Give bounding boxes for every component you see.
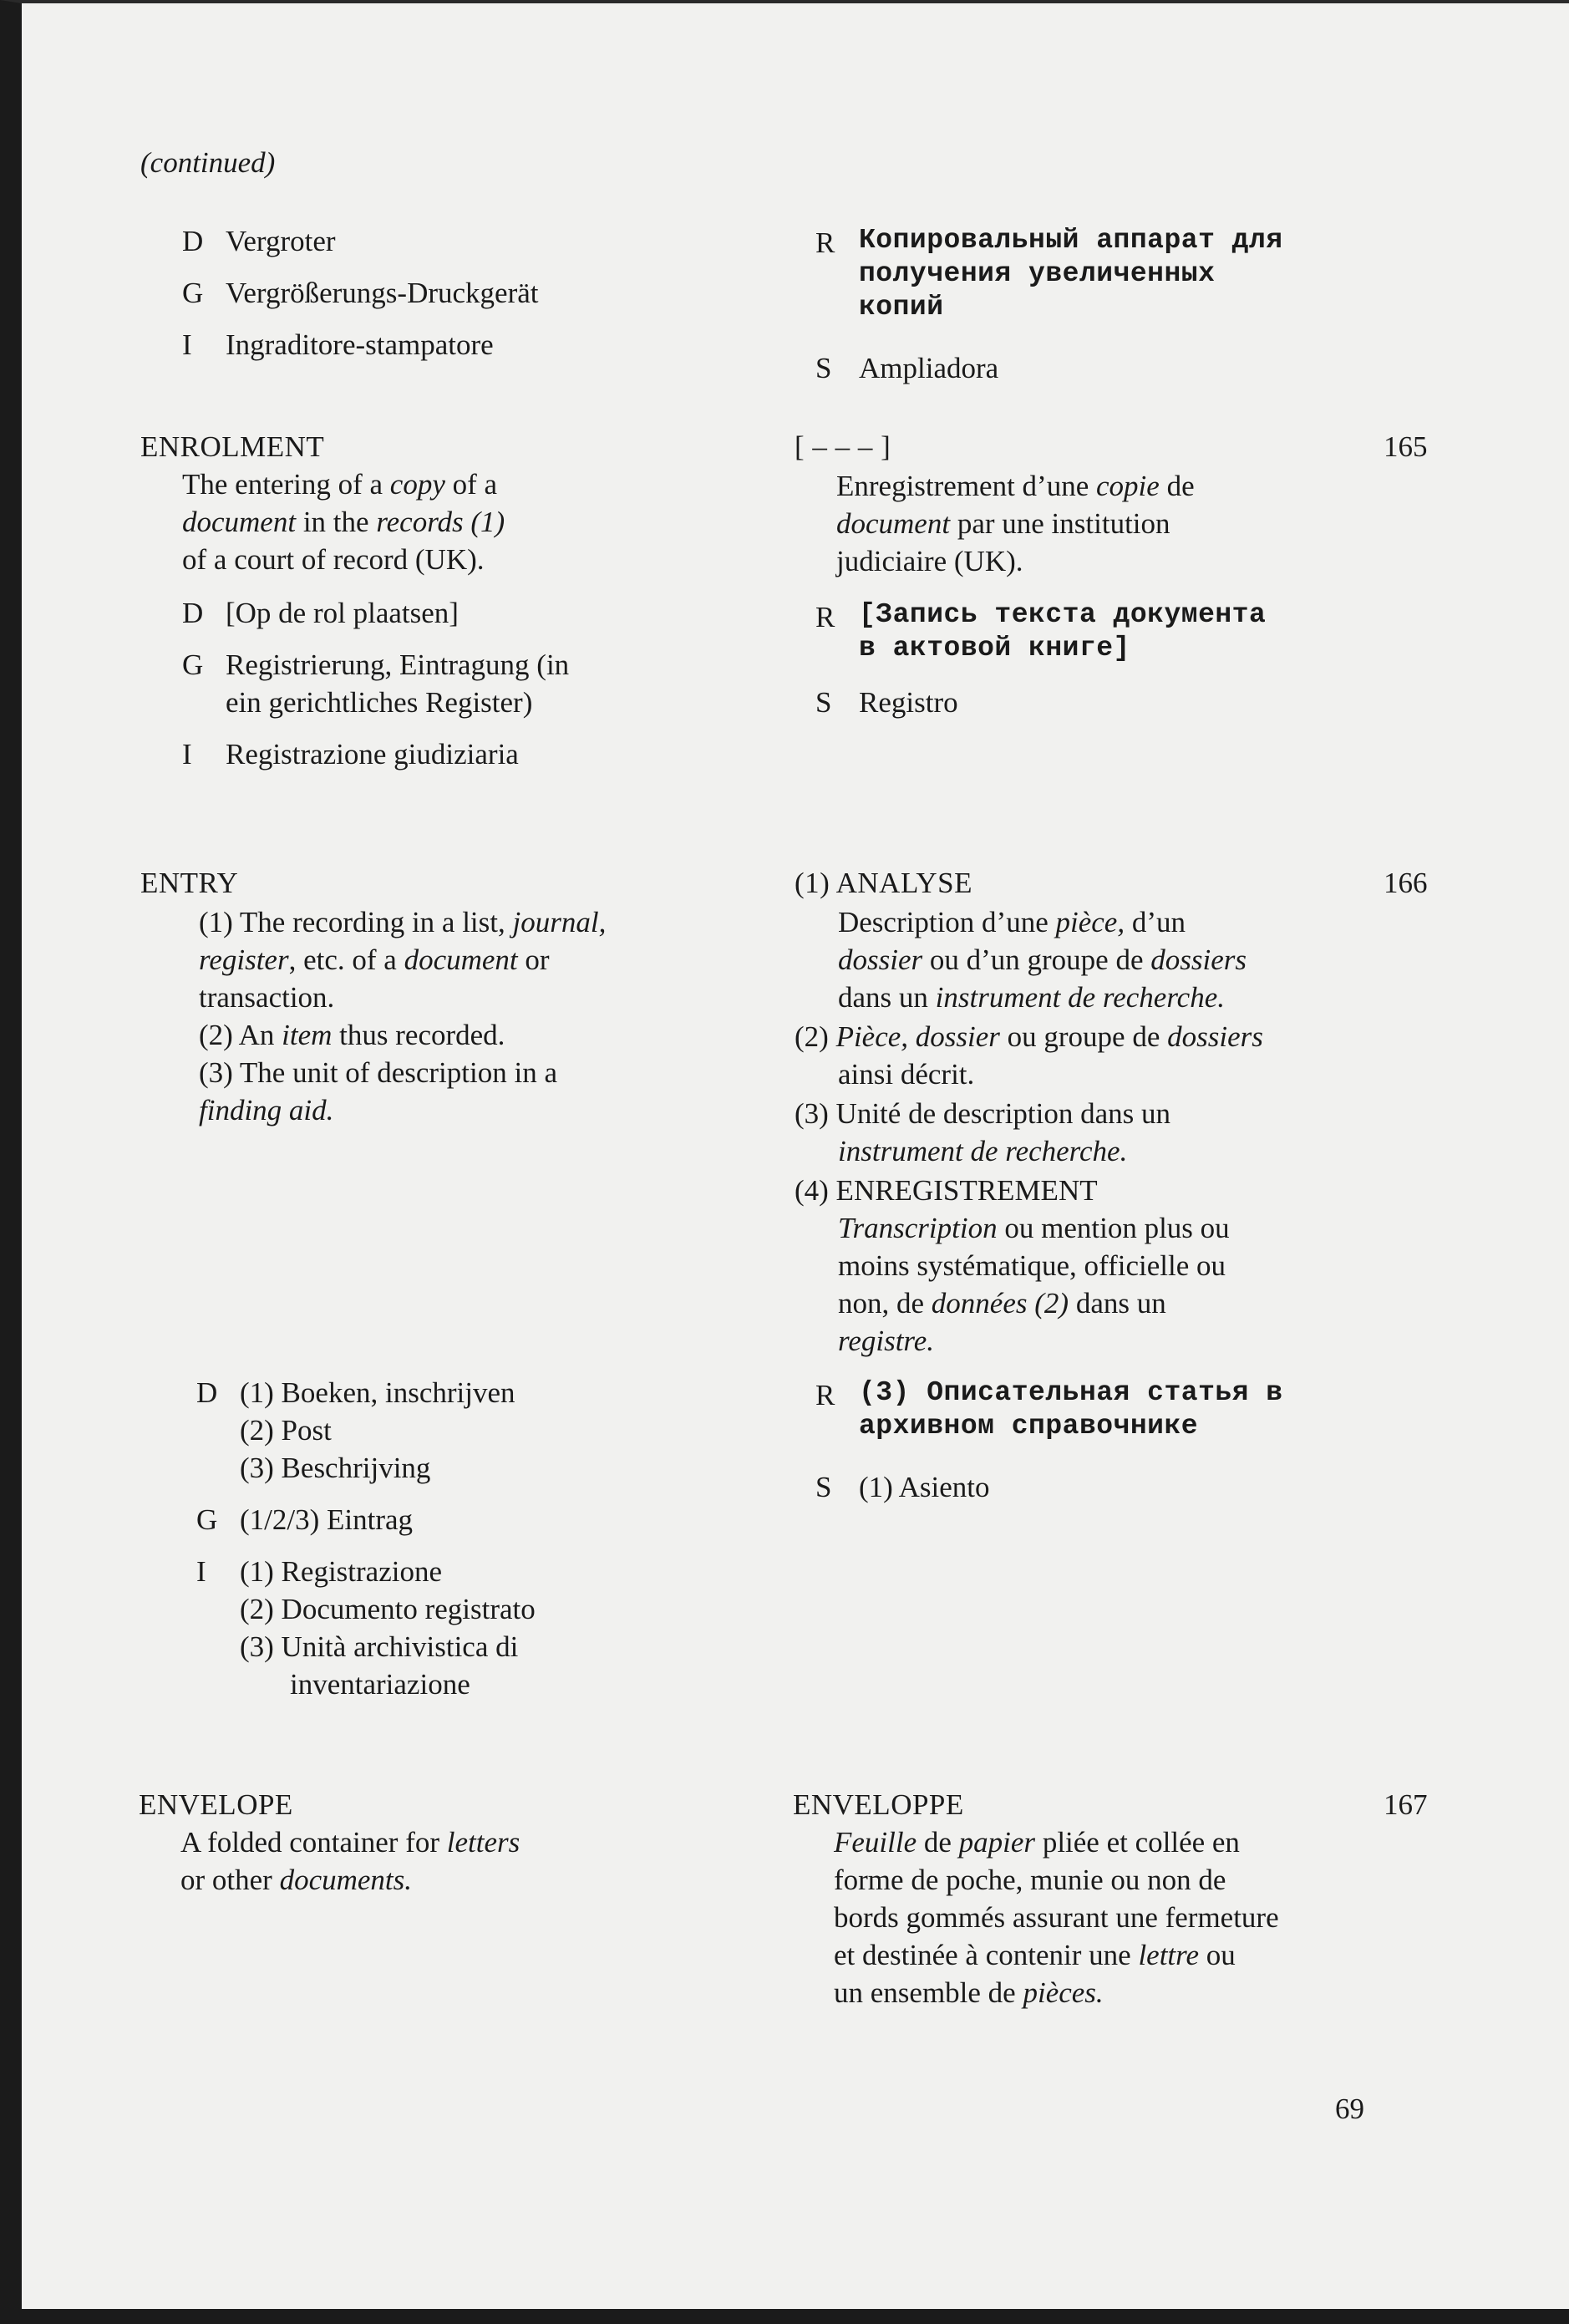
e167-term-en: ENVELOPE — [139, 1788, 293, 1821]
e167-number: 167 — [1384, 1788, 1428, 1821]
e167-definition-en: A folded container for letters or other documents. — [180, 1826, 520, 1896]
e166-translations-left: D (1) Boeken, inschrijven (2) Post (3) Beschrijving G (1/2/3) Eintrag I (1) Registrazione (2) Documento registrato (3) Unità archivistica di inventariazione — [196, 1376, 536, 1701]
e166-term-fr: (1) ANALYSE — [795, 867, 972, 899]
e165-translations-right: R [Запись текста документа в актовой книге] S Registro — [815, 599, 1267, 719]
e167-term-fr: ENVELOPPE — [793, 1788, 964, 1821]
e166-translations-right: R (3) Описательная статья в архивном справочнике S (1) Asiento — [815, 1377, 1283, 1503]
e165-translations-left: D [Op de rol plaatsen] G Registrierung, Eintragung (in ein gerichtliches Register) I Registrazione giudiziaria — [182, 597, 570, 770]
e164-translations-right: R Копировальный аппарат для получения увеличенных копий S Ampliadora — [815, 225, 1283, 384]
e165-definition-fr: Enregistrement d’une copie de document par une institution judiciaire (UK). — [836, 470, 1195, 577]
e166-term-en: ENTRY — [140, 867, 239, 899]
e166-number: 166 — [1384, 867, 1428, 899]
e165-definition-en: The entering of a copy of a document in the records (1) of a court of record (UK). — [182, 468, 505, 576]
e167-definition-fr: Feuille de papier pliée et collée en forme de poche, munie ou non de bords gommés assurant une fermeture et destinée à contenir une lettre ou un ensemble de pièces. — [834, 1826, 1279, 2009]
e164-translations-left: D Vergroter G Vergrößerungs-Druckgerät I Ingraditore-stampatore — [182, 225, 539, 361]
e165-term-fr: [ – – – ] — [795, 430, 891, 463]
e166-definition-fr: Description d’une pièce, d’un dossier ou d’un groupe de dossiers dans un instrument de recherche. (2) Pièce, dossier ou groupe de dossiers ainsi décrit. (3) Unité de description dans un instrument de recherche. (4) ENREGISTREMENT Transcription ou mention plus ou moins systématique, officielle ou non, de données (2) dans un registre. — [795, 906, 1263, 1357]
e165-term-en: ENROLMENT — [140, 430, 325, 463]
continued-label: (continued) — [140, 146, 276, 179]
page-number: 69 — [1335, 2093, 1364, 2125]
e165-number: 165 — [1384, 430, 1428, 463]
e166-definition-en: (1) The recording in a list, journal, register, etc. of a document or transaction. (2) An item thus recorded. (3) The unit of description in a finding aid. — [199, 906, 607, 1126]
